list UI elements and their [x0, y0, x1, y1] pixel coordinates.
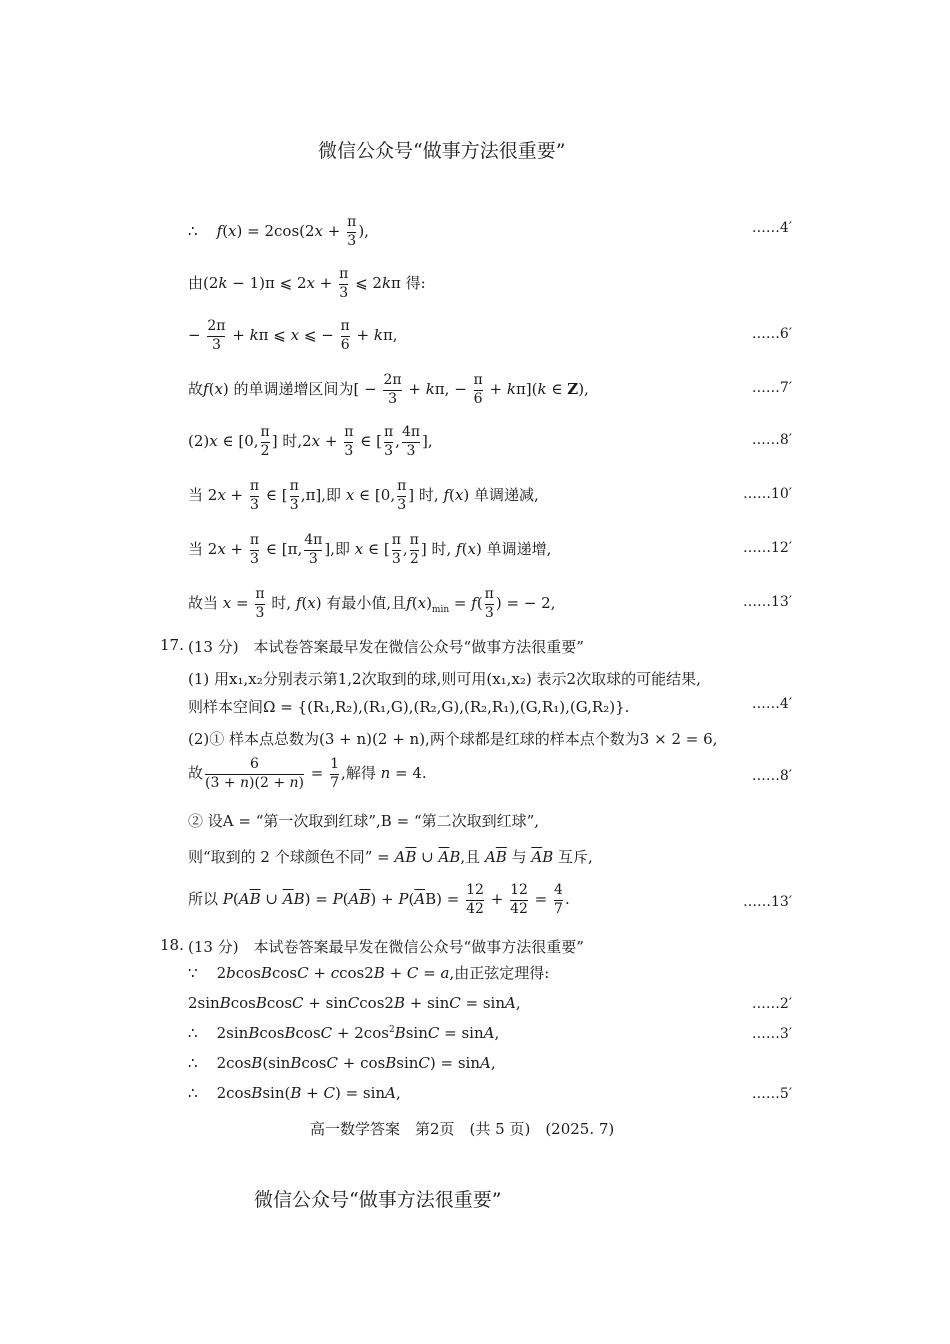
score: ……8′: [751, 432, 792, 448]
eq-f-x: ∴ f(x) = 2cos(2x + $\frac{\pi}{3}$ ),: [188, 214, 369, 249]
min-text: 有最小值,且: [326, 594, 407, 612]
q17-line5: ② 设A = “第一次取到红球”,B = “第二次取到红球”,: [188, 812, 540, 830]
watermark-bottom: 微信公众号“做事方法很重要”: [254, 1189, 502, 1211]
score: ……12′: [743, 540, 792, 556]
eq-dec: 当 2x + $\frac{\pi}{3}$ ∈ [ $\frac{\pi}{3}$ ,π],即 x ∈ [0, $\frac{\pi}{3}$ ] 时, f(x) 单调递减,: [188, 478, 539, 513]
score: ……10′: [743, 486, 792, 502]
q17-eq-event: 则“取到的 2 个球颜色不同” = $A\overline{B}$ ∪ $\overline{A}B$,且 $A\overline{B}$ 与 $\overline{A}B$ 互斥,: [188, 848, 593, 866]
q18-line1: ∵ 2bcosBcosC + ccos2B + C = a,由正弦定理得:: [188, 964, 550, 982]
score: ……13′: [743, 594, 792, 610]
q18-line5: ∴ 2cosBsin(B + C) = sinA,: [188, 1084, 401, 1102]
q17-number: 17.: [160, 636, 184, 654]
score: ……3′: [751, 1026, 792, 1042]
q18-number: 18.: [160, 936, 184, 954]
q18-header: (13 分) 本试卷答案最早发在微信公众号“做事方法很重要”: [188, 938, 584, 956]
score: ……6′: [751, 326, 792, 342]
page-footer: 高一数学答案 第2页 (共 5 页) (2025. 7): [310, 1120, 615, 1138]
q17-header: (13 分) 本试卷答案最早发在微信公众号“做事方法很重要”: [188, 638, 584, 656]
watermark-top: 微信公众号“做事方法很重要”: [318, 140, 566, 162]
eq-inc: 当 2x + $\frac{\pi}{3}$ ∈ [π, $\frac{4\pi}{3}$ ],即 x ∈ [ $\frac{\pi}{3}$ , $\frac{\pi}{2}$ ] 时, f(x) 单调递增,: [188, 532, 552, 567]
score: ……4′: [751, 220, 792, 236]
eq-min: 故当 x = $\frac{\pi}{3}$ 时, f(x) 有最小值,且$f(x)_{min} = f$( $\frac{\pi}{3}$ ) = − 2,: [188, 586, 556, 621]
q18-line2: 2sinBcosBcosC + sinCcos2B + sinC = sinA,: [188, 994, 521, 1012]
eq-ineq-1: 由(2k − 1)π ⩽ 2x + $\frac{\pi}{3}$ ⩽ 2kπ 得:: [188, 266, 426, 301]
score: ……8′: [751, 768, 792, 784]
score: ……4′: [751, 696, 792, 712]
q17-line3: (2)① 样本点总数为(3 + n)(2 + n),两个球都是红球的样本点个数为3 × 2 = 6,: [188, 730, 718, 748]
q17-eq-final: 所以 $P(A\overline{B}$ ∪ $\overline{A}B) = P(A\overline{B}) + P(\overline{A}B)$ = $\frac{12}{42}$ + $\frac{12}{42}$ = $\frac{4}{7}$ .: [188, 882, 570, 917]
eq-part2: (2)x ∈ [0, $\frac{\pi}{2}$ ] 时,2x + $\frac{\pi}{3}$ ∈ [ $\frac{\pi}{3}$ , $\frac{4\pi}{3}$ ],: [188, 424, 433, 459]
dec-text: 单调递减,: [473, 486, 539, 504]
score: ……5′: [751, 1086, 792, 1102]
q18-line4: ∴ 2cosB(sinBcosC + cosBsinC) = sinA,: [188, 1054, 496, 1072]
score: ……2′: [751, 996, 792, 1012]
q17-line2: 则样本空间Ω = {(R₁,R₂),(R₁,G),(R₂,G),(R₂,R₁),(G,R₁),(G,R₂)}.: [188, 698, 630, 716]
q17-line1: (1) 用x₁,x₂分别表示第1,2次取到的球,则可用(x₁,x₂) 表示2次取球的可能结果,: [188, 670, 701, 688]
eq-interval: 故f(x) 的单调递增区间为[ − $\frac{2\pi}{3}$ + kπ, − $\frac{\pi}{6}$ + kπ](k ∈ Z),: [188, 372, 589, 407]
eq-ineq-2: − $\frac{2\pi}{3}$ + kπ ⩽ x ⩽ − $\frac{\pi}{6}$ + kπ,: [188, 318, 398, 353]
score: ……13′: [743, 894, 792, 910]
q18-line3: ∴ 2sinBcosBcosC + $2\cos^2BsinC = \sin A$,: [188, 1024, 500, 1042]
inc-text: 单调递增,: [486, 540, 552, 558]
q17-eq-prob: 故 $\frac{6}{(3 + n)(2 + n)}$ = $\frac{1}{7}$ ,解得 n = 4.: [188, 756, 427, 791]
score: ……7′: [751, 380, 792, 396]
